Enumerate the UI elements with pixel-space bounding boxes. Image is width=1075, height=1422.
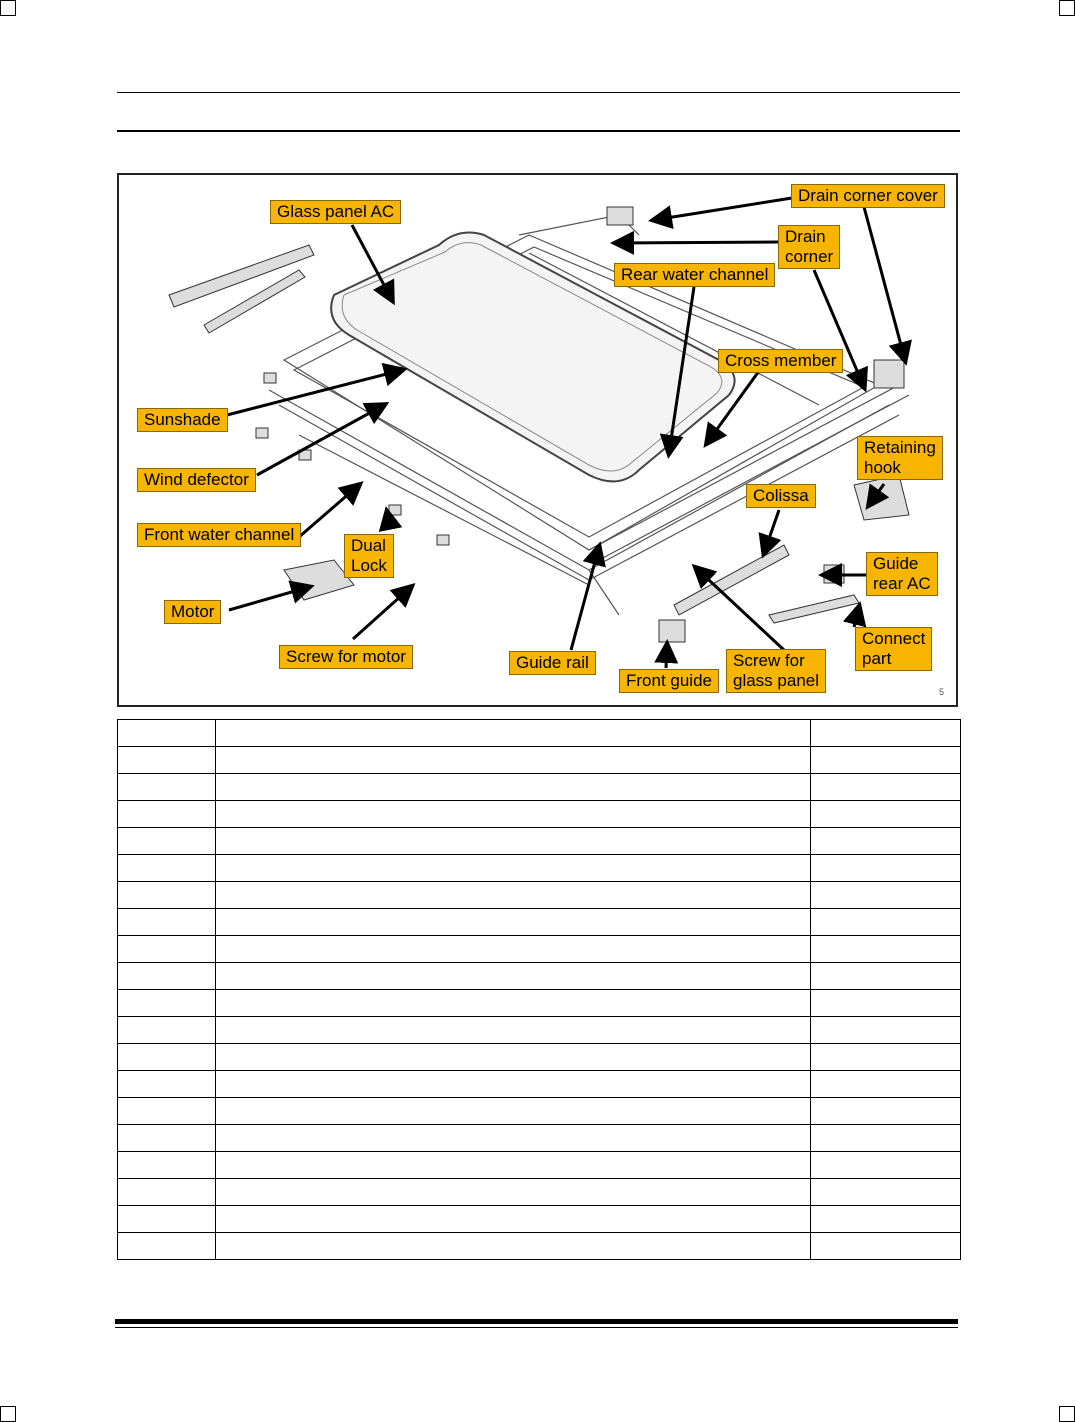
callout-connect-part: Connect part: [855, 627, 932, 671]
callout-front-guide: Front guide: [619, 669, 719, 693]
table-row: [118, 882, 961, 909]
table-cell: [216, 801, 811, 828]
table-row: [118, 963, 961, 990]
table-row: [118, 990, 961, 1017]
table-cell: [216, 828, 811, 855]
table-cell: [118, 936, 216, 963]
callout-screw-for-motor: Screw for motor: [279, 645, 413, 669]
table-row: [118, 801, 961, 828]
footer-rule-thick: [115, 1319, 958, 1324]
table-cell: [216, 882, 811, 909]
table-cell: [811, 1179, 961, 1206]
table-row: [118, 828, 961, 855]
table-cell: [811, 1152, 961, 1179]
table-cell: [216, 1233, 811, 1260]
table-cell: [118, 1071, 216, 1098]
table-cell: [118, 1098, 216, 1125]
table-cell: [216, 963, 811, 990]
table-cell: [216, 909, 811, 936]
header-rule-top: [117, 92, 960, 93]
sunroof-exploded-diagram: [117, 173, 958, 707]
callout-drain-corner: Drain corner: [778, 225, 840, 269]
table-cell: [811, 720, 961, 747]
table-cell: [811, 1071, 961, 1098]
table-cell: [811, 909, 961, 936]
table-cell: [118, 1179, 216, 1206]
callout-rear-water-channel: Rear water channel: [614, 263, 775, 287]
slide-number: 5: [938, 687, 944, 697]
callout-drain-corner-cover: Drain corner cover: [791, 184, 945, 208]
table-cell: [118, 801, 216, 828]
table-cell: [811, 828, 961, 855]
table-cell: [118, 774, 216, 801]
table-row: [118, 1017, 961, 1044]
table-cell: [118, 1233, 216, 1260]
table-cell: [811, 747, 961, 774]
callout-screw-for-glass-panel: Screw for glass panel: [726, 649, 826, 693]
table-row: [118, 1071, 961, 1098]
table-cell: [811, 1125, 961, 1152]
table-cell: [216, 1206, 811, 1233]
table-cell: [811, 1044, 961, 1071]
table-cell: [118, 720, 216, 747]
table-cell: [118, 882, 216, 909]
table-cell: [811, 1017, 961, 1044]
table-row: [118, 1152, 961, 1179]
callout-retaining-hook: Retaining hook: [857, 436, 943, 480]
table-cell: [216, 990, 811, 1017]
table-row: [118, 747, 961, 774]
table-cell: [811, 1233, 961, 1260]
callout-guide-rear-ac: Guide rear AC: [866, 552, 938, 596]
table-cell: [811, 882, 961, 909]
callout-wind-defector: Wind defector: [137, 468, 256, 492]
crop-mark-bottom-left: [0, 1406, 16, 1422]
table-cell: [811, 990, 961, 1017]
table-row: [118, 855, 961, 882]
table-cell: [118, 990, 216, 1017]
table-row: [118, 1179, 961, 1206]
crop-mark-top-left: [0, 0, 16, 16]
table-cell: [216, 720, 811, 747]
table-cell: [216, 1098, 811, 1125]
callout-dual-lock: Dual Lock: [344, 534, 394, 578]
crop-mark-bottom-right: [1059, 1406, 1075, 1422]
parts-table: [117, 719, 961, 1260]
table-cell: [118, 1017, 216, 1044]
footer-rule-thin: [115, 1327, 958, 1328]
table-cell: [118, 855, 216, 882]
table-row: [118, 1125, 961, 1152]
table-cell: [118, 1152, 216, 1179]
table-row: [118, 1098, 961, 1125]
table-cell: [811, 855, 961, 882]
table-cell: [118, 747, 216, 774]
table-cell: [811, 801, 961, 828]
table-cell: [118, 1206, 216, 1233]
table-cell: [118, 1044, 216, 1071]
table-cell: [118, 963, 216, 990]
table-row: [118, 720, 961, 747]
table-cell: [811, 963, 961, 990]
callout-glass-panel-ac: Glass panel AC: [270, 200, 401, 224]
table-cell: [216, 936, 811, 963]
table-cell: [811, 936, 961, 963]
table-cell: [216, 1125, 811, 1152]
table-row: [118, 936, 961, 963]
table-cell: [216, 1179, 811, 1206]
callout-motor: Motor: [164, 600, 221, 624]
callout-colissa: Colissa: [746, 484, 816, 508]
table-cell: [216, 855, 811, 882]
table-cell: [216, 1044, 811, 1071]
table-row: [118, 909, 961, 936]
table-cell: [216, 1017, 811, 1044]
table-cell: [118, 909, 216, 936]
table-cell: [216, 1152, 811, 1179]
callout-sunshade: Sunshade: [137, 408, 228, 432]
callout-cross-member: Cross member: [718, 349, 843, 373]
table-row: [118, 1044, 961, 1071]
table-cell: [216, 747, 811, 774]
table-row: [118, 774, 961, 801]
table-cell: [216, 774, 811, 801]
parts-table-body: [118, 720, 961, 1260]
crop-mark-top-right: [1059, 0, 1075, 16]
table-cell: [811, 774, 961, 801]
table-cell: [811, 1098, 961, 1125]
table-row: [118, 1233, 961, 1260]
table-cell: [118, 828, 216, 855]
table-cell: [216, 1071, 811, 1098]
callout-front-water-channel: Front water channel: [137, 523, 301, 547]
header-rule-bottom: [117, 130, 960, 132]
table-cell: [811, 1206, 961, 1233]
callout-guide-rail: Guide rail: [509, 651, 596, 675]
table-row: [118, 1206, 961, 1233]
table-cell: [118, 1125, 216, 1152]
